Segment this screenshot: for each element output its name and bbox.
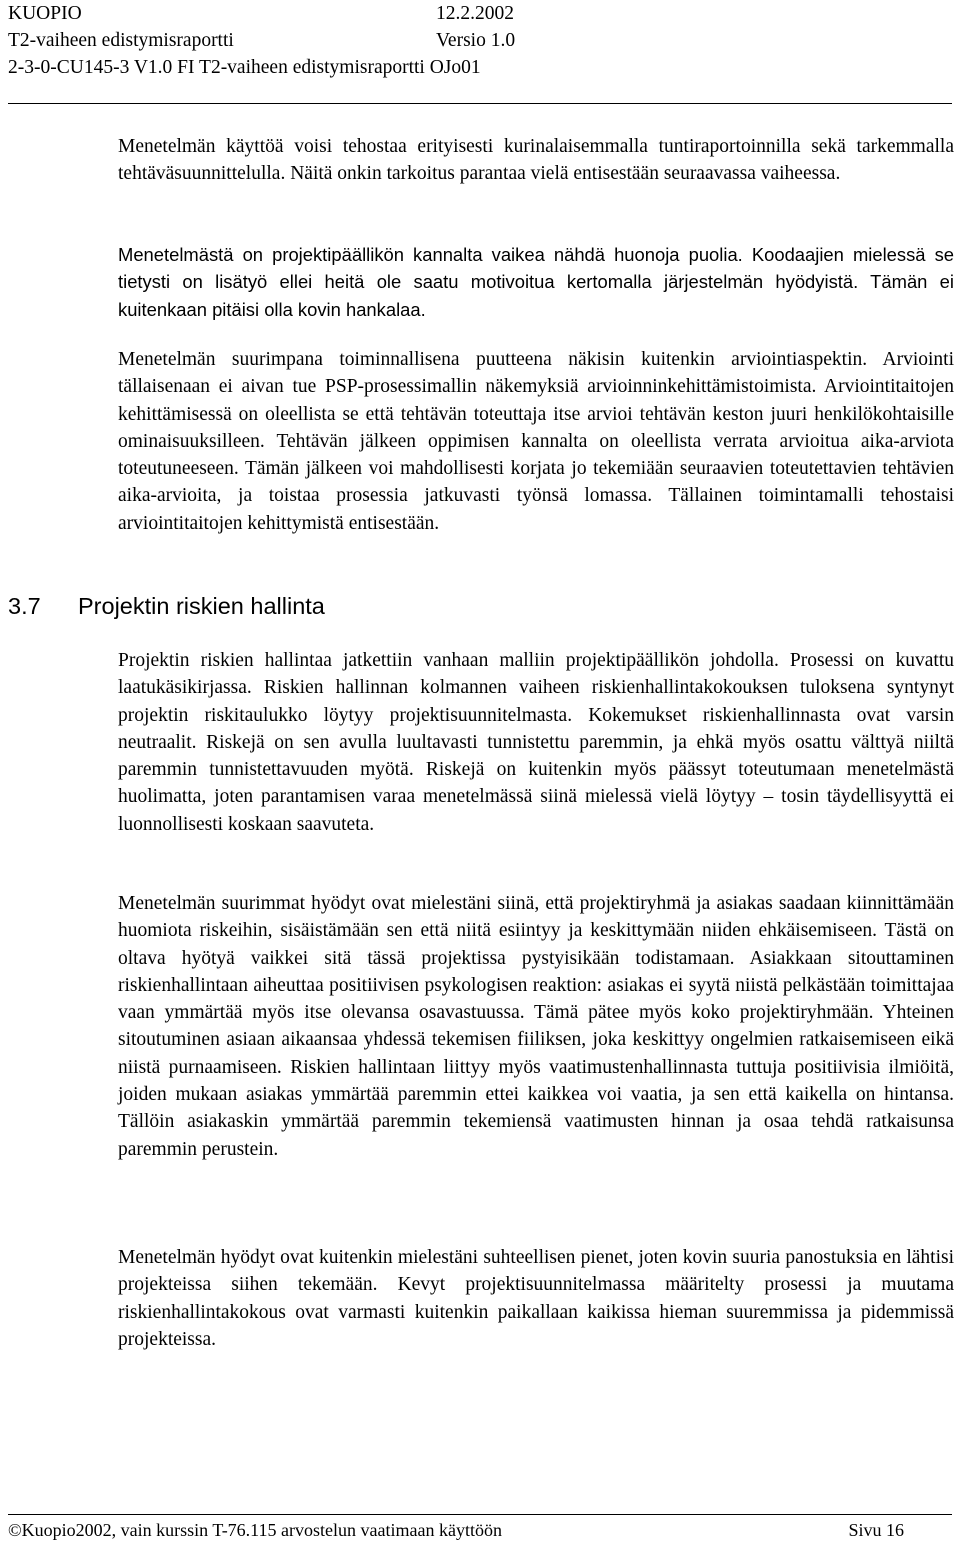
footer-copyright: ©Kuopio2002, vain kurssin T-76.115 arvostelun vaatimaan käyttöön <box>8 1520 502 1540</box>
section-heading <box>8 590 325 622</box>
paragraph-1: Menetelmän käyttöä voisi tehostaa erityisesti kurinalaisemmalla tuntiraportoinnilla sekä tarkemmalla tehtäväsuunnittelulla. Näitä onkin tarkoitus parantaa vielä entisestään seuraavassa vaiheessa. <box>118 136 954 185</box>
footer-divider <box>8 1514 952 1515</box>
header-divider <box>8 103 952 104</box>
paragraph-3: Menetelmän suurimpana toiminnallisena puutteena näkisin kuitenkin arviointiaspektin. Arviointi tällaisenaan ei aivan tue PSP-prosessimallin näkemyksiä arvioinninkehittämistoimista. Arviointitaitojen kehittämisessä on oleellista se että tehtävän toteuttaja itse arvioi tehtävän keston juuri henkilökohtaisille ominaisuuksilleen. Tehtävän jälkeen oppimisen kannalta on oleellista verrata arvioitua aika-arviota toteutuneeseen. Tämän jälkeen voi mahdollisesti korjata jo tekemiään seuraavien toteutettavien tehtävien aika-arvioita, ja toistaa prosessia jatkuvasti työnsä lomassa. Tällainen toimintamalli tehostaisi arviointitaitojen kehittymistä entisestään. <box>118 349 954 534</box>
footer-page-number: Sivu 16 <box>848 1520 904 1540</box>
header-date: 12.2.2002 <box>436 3 514 24</box>
section-paragraph-3: Menetelmän hyödyt ovat kuitenkin mielestäni suhteellisen pienet, joten kovin suuria panostuksia en lähtisi projekteissa siihen tekemään. Kevyt projektisuunnitelmassa määritelty prosessi ja muutama riskienhallintakokous ovat varmasti kuitenkin paikallaan kaikissa hieman suuremmissa ja pidemmissä projekteissa. <box>118 1247 954 1350</box>
header-city: KUOPIO <box>8 3 82 24</box>
section-paragraph-1: Projektin riskien hallintaa jatkettiin vanhaan malliin projektipäällikön johdolla. Prosessi on kuvattu laatukäsikirjassa. Riskien hallinnan kolmannen vaiheen riskienhallintakokouksen tuloksena syntynyt projektin riskitaulukko löytyy projektisuunnitelmasta. Kokemukset riskienhallinnasta ovat varsin neutraalit. Riskejä on sen avulla luultavasti tunnistettu paremmin, ja ehkä myös osattu välttyä niiltä paremmin tunnistettavuuden myötä. Riskejä on kuitenkin myös päässyt toteutumaan menetelmästä huolimatta, joten parantamisen varaa menetelmässä siinä mielessä vielä löytyy – tosin täydellisyyttä ei luonnollisesti koskaan saavuteta. <box>118 650 954 835</box>
header-line-2 <box>8 27 952 54</box>
section-title: Projektin riskien hallinta <box>78 593 325 619</box>
paragraph-2: Menetelmästä on projektipäällikön kannalta vaikea nähdä huonoja puolia. Koodaajien mielessä se tietysti on lisätyö ellei heitä ole saatu motivoitua kertomalla järjestelmän hyödyistä. Tämän ei kuitenkaan pitäisi olla kovin hankalaa. <box>118 244 954 320</box>
header-line-3 <box>8 54 952 81</box>
header-doc-id: 2-3-0-CU145-3 V1.0 FI T2-vaiheen edistymisraportti OJo01 <box>8 57 481 78</box>
section-number: 3.7 <box>8 593 41 619</box>
page-footer <box>8 1518 952 1542</box>
header-doc-title: T2-vaiheen edistymisraportti <box>8 30 234 51</box>
section-paragraph-2: Menetelmän suurimmat hyödyt ovat mielestäni siinä, että projektiryhmä ja asiakas saadaan kiinnittämään huomiota riskeihin, sisäistämään sen että niitä esiintyy ja keskittymään niiden ehkäisemiseen. Tästä on oltava hyötyä vaikkei sitä tässä projektissa pystyisikään todistamaan. Asiakkaan sitouttaminen riskienhallintaan aiheuttaa positiivisen psykologisen reaktion: asiakas ei syytä niistä pelkästään toimittajaa vaan ymmärtää myös itse olevansa osavastuussa. Tämä pätee myös koko projektiryhmään. Yhteinen sitoutuminen asiaan aikaansaa yhdessä tekemisen fiiliksen, joka keskittyy ongelmien ratkaisemiseen eikä niistä purnaamiseen. Riskien hallintaan liittyy myös vaatimustenhallinnasta tuttuja positiivisia ilmiöitä, joiden mukaan asiakas ymmärtää paremmin ettei kaikkea voi vaatia, ja sen että kaikella on hintansa. Tällöin asiakaskin ymmärtää paremmin tekemiensä vaatimusten hinnan ja osaa tehdä ratkaisunsa paremmin perustein. <box>118 893 954 1160</box>
header-version: Versio 1.0 <box>436 30 516 51</box>
header-line-1 <box>8 0 952 27</box>
page-header <box>8 0 952 81</box>
